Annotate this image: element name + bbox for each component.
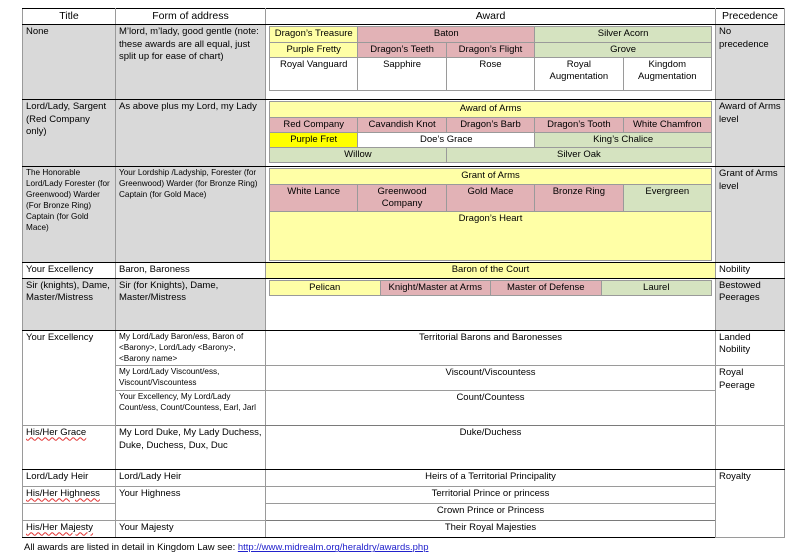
award-subgrid — [269, 26, 712, 90]
award-grid-cell — [266, 167, 716, 262]
award-cell: Bronze Ring — [535, 184, 623, 211]
award-cell: White Lance — [270, 184, 358, 211]
form-of-address-cell: As above plus my Lord, my Lady — [116, 100, 266, 167]
awards-table — [22, 8, 785, 538]
column-header-form-of-address: Form of address — [116, 9, 266, 25]
award-cell: Pelican — [270, 280, 381, 295]
form-of-address-cell: Your Lordship /Ladyship, Forester (for Greenwood) Warder (for Bronze Ring) Captain (for Gold Mace) — [116, 167, 266, 262]
award-cell: Dragon’s Teeth — [358, 42, 446, 57]
table-row-landed-nobility — [23, 330, 785, 365]
title-cell — [23, 504, 116, 521]
table-row-bestowed-peerages — [23, 278, 785, 330]
precedence-cell: Royalty — [716, 470, 785, 538]
award-cell: King’s Chalice — [535, 132, 712, 147]
title-text: His/Her Grace — [26, 427, 87, 439]
award-cell: Purple Fret — [270, 132, 358, 147]
award-cell: Sapphire — [358, 57, 446, 90]
award-subrow — [270, 42, 712, 57]
precedence-cell: Nobility — [716, 262, 785, 278]
award-subgrid — [269, 168, 712, 260]
form-of-address-cell: Your Excellency, My Lord/Lady Count/ess, Count/Countess, Earl, Jarl — [116, 391, 266, 426]
title-cell: Lord/Lady Heir — [23, 470, 116, 487]
award-cell: Laurel — [601, 280, 712, 295]
award-cell: Doe’s Grace — [358, 132, 535, 147]
precedence-cell: Bestowed Peerages — [716, 278, 785, 330]
form-of-address-cell: M’lord, m’lady, good gentle (note: these awards are all equal, just split up for ease of chart) — [116, 25, 266, 100]
award-cell: Master of Defense — [491, 280, 602, 295]
award-cell: Willow — [270, 147, 447, 162]
title-cell: None — [23, 25, 116, 100]
award-cell: Grove — [535, 42, 712, 57]
form-of-address-cell: My Lord Duke, My Lady Duchess, Duke, Duchess, Dux, Duc — [116, 426, 266, 470]
award-subrow — [270, 280, 712, 295]
award-subgrid — [269, 101, 712, 163]
title-cell: The Honorable Lord/Lady Forester (for Greenwood) Warder (For Bronze Ring) Captain (for Gold Mace) — [23, 167, 116, 262]
form-of-address-cell: Your Majesty — [116, 521, 266, 538]
table-row-royalty-heir — [23, 470, 785, 487]
award-cell: Award of Arms — [270, 102, 712, 117]
award-cell: Cavandish Knot — [358, 117, 446, 132]
footer-note — [22, 542, 784, 553]
precedence-cell: Royal Peerage — [716, 366, 785, 426]
column-header-precedence: Precedence — [716, 9, 785, 25]
award-cell: Baron of the Court — [266, 262, 716, 278]
precedence-cell: Award of Arms level — [716, 100, 785, 167]
form-of-address-cell: My Lord/Lady Viscount/ess, Viscount/Viscountess — [116, 366, 266, 391]
title-text: His/Her Majesty — [26, 522, 94, 534]
award-cell: Territorial Barons and Baronesses — [266, 330, 716, 365]
precedence-cell — [716, 426, 785, 470]
award-cell: Knight/Master at Arms — [380, 280, 491, 295]
precedence-cell: Landed Nobility — [716, 330, 785, 365]
precedence-cell: Grant of Arms level — [716, 167, 785, 262]
award-cell: Duke/Duchess — [266, 426, 716, 470]
table-row-grant-of-arms — [23, 167, 785, 262]
title-cell: Lord/Lady, Sargent (Red Company only) — [23, 100, 116, 167]
award-subrow — [270, 57, 712, 90]
award-subrow — [270, 184, 712, 211]
award-cell: Dragon’s Heart — [270, 211, 712, 260]
form-of-address-cell: My Lord/Lady Baron/ess, Baron of <Barony>, Lord/Lady <Barony>, <Barony name> — [116, 330, 266, 365]
precedence-cell: No precedence — [716, 25, 785, 100]
award-cell: Dragon’s Treasure — [270, 27, 358, 42]
footer-text: All awards are listed in detail in Kingdom Law see: — [24, 542, 238, 553]
award-cell: Greenwood Company — [358, 184, 446, 211]
form-of-address-cell: Baron, Baroness — [116, 262, 266, 278]
title-cell — [23, 521, 116, 538]
award-cell: Grant of Arms — [270, 169, 712, 184]
table-row-none — [23, 25, 785, 100]
award-cell: Dragon’s Flight — [446, 42, 534, 57]
title-cell: Your Excellency — [23, 262, 116, 278]
award-grid-cell — [266, 25, 716, 100]
award-cell: Gold Mace — [446, 184, 534, 211]
table-row-royal-peerage-count — [23, 391, 785, 426]
award-cell: Their Royal Majesties — [266, 521, 716, 538]
award-cell: Royal Vanguard — [270, 57, 358, 90]
award-cell: Baton — [358, 27, 535, 42]
award-subrow — [270, 147, 712, 162]
award-cell: Kingdom Augmentation — [623, 57, 711, 90]
award-cell: White Chamfron — [623, 117, 711, 132]
title-text: His/Her Highness — [26, 488, 100, 500]
award-cell: Evergreen — [623, 184, 711, 211]
award-subgrid — [269, 280, 712, 296]
column-header-award: Award — [266, 9, 716, 25]
form-of-address-cell: Lord/Lady Heir — [116, 470, 266, 487]
award-subrow — [270, 117, 712, 132]
award-cell: Silver Oak — [446, 147, 711, 162]
award-cell: Dragon’s Barb — [446, 117, 534, 132]
award-cell: Crown Prince or Princess — [266, 504, 716, 521]
table-row-royalty-majesty — [23, 521, 785, 538]
table-row-royal-peerage-viscount — [23, 366, 785, 391]
table-row-grace — [23, 426, 785, 470]
award-subrow — [270, 132, 712, 147]
award-cell: Purple Fretty — [270, 42, 358, 57]
award-cell: Rose — [446, 57, 534, 90]
award-cell: Count/Countess — [266, 391, 716, 426]
table-row-award-of-arms — [23, 100, 785, 167]
award-subrow — [270, 169, 712, 184]
form-of-address-cell: Your Highness — [116, 487, 266, 521]
award-subrow — [270, 211, 712, 260]
table-row-nobility — [23, 262, 785, 278]
title-cell: Your Excellency — [23, 330, 116, 425]
award-cell: Silver Acorn — [535, 27, 712, 42]
award-grid-cell — [266, 278, 716, 330]
award-cell: Viscount/Viscountess — [266, 366, 716, 391]
award-subrow — [270, 27, 712, 42]
form-of-address-cell: Sir (for Knights), Dame, Master/Mistress — [116, 278, 266, 330]
title-cell — [23, 426, 116, 470]
award-cell: Royal Augmentation — [535, 57, 623, 90]
award-subrow — [270, 102, 712, 117]
awards-law-link[interactable]: http://www.midrealm.org/heraldry/awards.php — [237, 542, 429, 553]
award-cell: Dragon’s Tooth — [535, 117, 623, 132]
award-cell: Heirs of a Territorial Principality — [266, 470, 716, 487]
title-cell: Sir (knights), Dame, Master/Mistress — [23, 278, 116, 330]
award-cell: Territorial Prince or princess — [266, 487, 716, 504]
column-header-title: Title — [23, 9, 116, 25]
table-row-royalty-highness — [23, 487, 785, 504]
award-grid-cell — [266, 100, 716, 167]
title-cell — [23, 487, 116, 504]
table-header-row — [23, 9, 785, 25]
award-cell: Red Company — [270, 117, 358, 132]
